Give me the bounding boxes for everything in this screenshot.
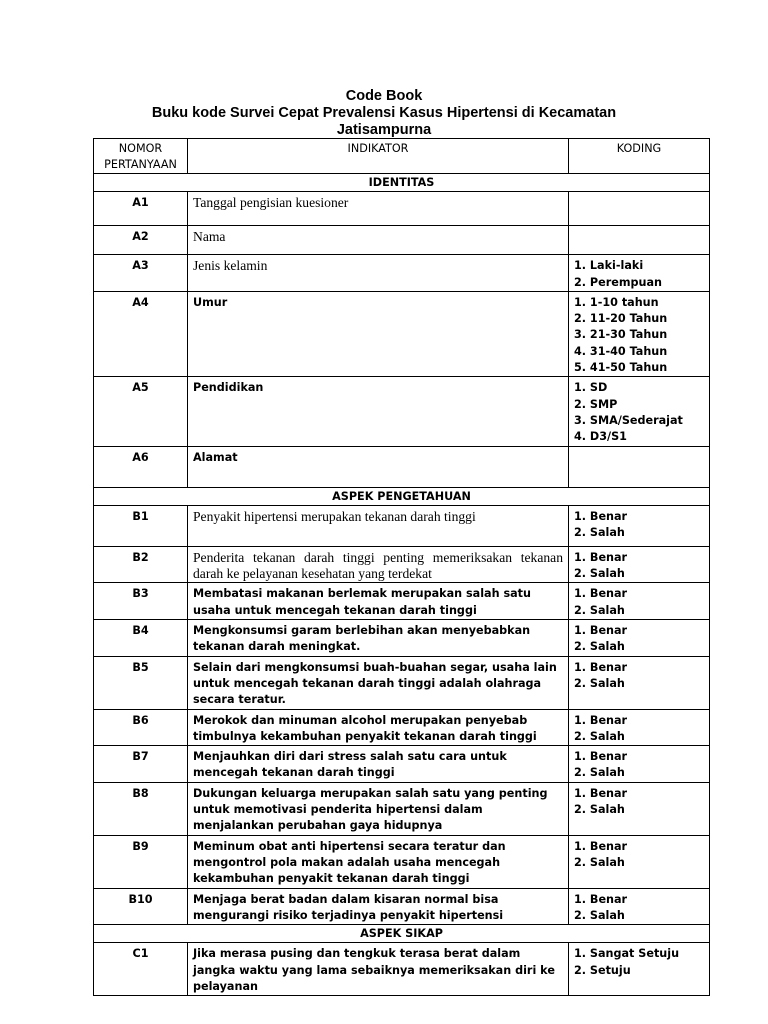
document-subtitle-line-2: Jatisampurna — [336, 122, 432, 138]
header-koding: KODING — [569, 139, 710, 174]
header-nomor-line-2: PERTANYAAN — [104, 158, 177, 171]
koding-option: 1. 1-10 tahun — [574, 295, 659, 309]
table-row — [94, 746, 710, 783]
koding-option: 1. Benar — [574, 509, 628, 523]
indikator-text: Jenis kelamin — [188, 255, 569, 292]
koding-cell — [569, 583, 710, 620]
question-number: A5 — [94, 377, 188, 446]
indikator-text: Merokok dan minuman alcohol merupakan penyebab timbulnya kekambuhan penyakit tekanan darah tinggi — [188, 709, 569, 746]
koding-option: 1. Benar — [574, 587, 628, 601]
koding-option: 5. 41-50 Tahun — [574, 361, 668, 375]
koding-cell — [569, 746, 710, 783]
koding-option: 1. Benar — [574, 550, 628, 564]
koding-option: 1. Benar — [574, 660, 628, 674]
koding-option: 1. Sangat Setuju — [574, 947, 680, 961]
koding-option: 1. Benar — [574, 624, 628, 638]
code-book-table — [93, 138, 710, 996]
section-label: IDENTITAS — [94, 174, 710, 192]
indikator-text: Meminum obat anti hipertensi secara teratur dan mengontrol pola makan adalah usaha mencegah kekambuhan penyakit tekanan darah tinggi — [188, 835, 569, 888]
question-number: A6 — [94, 446, 188, 487]
koding-option: 1. Benar — [574, 713, 628, 727]
koding-option: 2. Salah — [574, 567, 625, 581]
koding-option: 3. 21-30 Tahun — [574, 328, 668, 342]
table-row — [94, 583, 710, 620]
indikator-text: Dukungan keluarga merupakan salah satu yang penting untuk memotivasi penderita hipertensi dalam menjalankan perubahan gaya hidupnya — [188, 782, 569, 835]
koding-cell — [569, 291, 710, 376]
question-number: B2 — [94, 546, 188, 583]
koding-option: 2. 11-20 Tahun — [574, 312, 668, 326]
indikator-text: Tanggal pengisian kuesioner — [188, 192, 569, 226]
table-row — [94, 192, 710, 226]
koding-option: 2. Salah — [574, 526, 625, 540]
header-nomor-line-1: NOMOR — [118, 142, 163, 155]
question-number: C1 — [94, 943, 188, 996]
indikator-text: Menjaga berat badan dalam kisaran normal bisa mengurangi risiko terjadinya penyakit hipertensi — [188, 888, 569, 925]
koding-cell — [569, 943, 710, 996]
koding-cell — [569, 709, 710, 746]
table-row — [94, 255, 710, 292]
document-subtitle-line-1: Buku kode Survei Cepat Prevalensi Kasus Hipertensi di Kecamatan — [151, 105, 617, 121]
question-number: B7 — [94, 746, 188, 783]
koding-option: 2. Salah — [574, 766, 625, 780]
indikator-text: Menjauhkan diri dari stress salah satu cara untuk mencegah tekanan darah tinggi — [188, 746, 569, 783]
koding-option: 1. Benar — [574, 892, 628, 906]
indikator-text: Nama — [188, 226, 569, 255]
indikator-text: Membatasi makanan berlemak merupakan salah satu usaha untuk mencegah tekanan darah tinggi — [188, 583, 569, 620]
koding-option: 4. 31-40 Tahun — [574, 344, 668, 358]
question-number: B9 — [94, 835, 188, 888]
koding-cell — [569, 546, 710, 583]
koding-cell — [569, 835, 710, 888]
koding-cell — [569, 505, 710, 546]
table-header-row — [94, 139, 710, 174]
table-row — [94, 291, 710, 376]
question-number: B4 — [94, 620, 188, 657]
koding-option: 1. Benar — [574, 786, 628, 800]
header-indikator: INDIKATOR — [188, 139, 569, 174]
table-row — [94, 226, 710, 255]
table-row — [94, 656, 710, 709]
koding-cell — [569, 888, 710, 925]
koding-option: 2. Perempuan — [574, 275, 662, 289]
question-number: A1 — [94, 192, 188, 226]
koding-cell — [569, 192, 710, 226]
koding-cell — [569, 255, 710, 292]
indikator-text: Penyakit hipertensi merupakan tekanan darah tinggi — [188, 505, 569, 546]
question-number: A2 — [94, 226, 188, 255]
indikator-text: Mengkonsumsi garam berlebihan akan menyebabkan tekanan darah meningkat. — [188, 620, 569, 657]
koding-option: 2. Salah — [574, 640, 625, 654]
document-title: Code Book — [345, 88, 423, 104]
koding-option: 2. Salah — [574, 729, 625, 743]
question-number: B6 — [94, 709, 188, 746]
koding-option: 2. Salah — [574, 803, 625, 817]
indikator-text: Penderita tekanan darah tinggi penting memeriksakan tekanan darah ke pelayanan kesehatan yang terdekat — [188, 546, 569, 583]
table-row — [94, 709, 710, 746]
table-row — [94, 782, 710, 835]
table-row — [94, 546, 710, 583]
koding-option: 3. SMA/Sederajat — [574, 413, 683, 427]
section-label: ASPEK SIKAP — [94, 925, 710, 943]
indikator-text: Umur — [188, 291, 569, 376]
koding-cell — [569, 226, 710, 255]
koding-option: 4. D3/S1 — [574, 430, 627, 444]
table-row — [94, 505, 710, 546]
koding-option: 2. Salah — [574, 855, 625, 869]
header-nomor-pertanyaan — [94, 139, 188, 174]
koding-option: 2. Salah — [574, 908, 625, 922]
section-row — [94, 487, 710, 505]
section-row — [94, 925, 710, 943]
section-label: ASPEK PENGETAHUAN — [94, 487, 710, 505]
table-row — [94, 835, 710, 888]
table-body — [94, 174, 710, 996]
question-number: B10 — [94, 888, 188, 925]
koding-cell — [569, 446, 710, 487]
koding-option: 1. Benar — [574, 839, 628, 853]
koding-option: 2. Setuju — [574, 963, 631, 977]
koding-option: 1. Benar — [574, 750, 628, 764]
question-number: A4 — [94, 291, 188, 376]
indikator-text: Alamat — [188, 446, 569, 487]
table-row — [94, 446, 710, 487]
indikator-text: Selain dari mengkonsumsi buah-buahan segar, usaha lain untuk mencegah tekanan darah tinggi adalah olahraga secara teratur. — [188, 656, 569, 709]
koding-option: 1. SD — [574, 381, 608, 395]
koding-cell — [569, 377, 710, 446]
koding-cell — [569, 620, 710, 657]
koding-cell — [569, 656, 710, 709]
question-number: B1 — [94, 505, 188, 546]
table-row — [94, 620, 710, 657]
koding-option: 2. SMP — [574, 397, 618, 411]
indikator-text: Pendidikan — [188, 377, 569, 446]
koding-option: 2. Salah — [574, 603, 625, 617]
question-number: B8 — [94, 782, 188, 835]
table-row — [94, 888, 710, 925]
question-number: B3 — [94, 583, 188, 620]
koding-option: 2. Salah — [574, 676, 625, 690]
table-row — [94, 377, 710, 446]
indikator-text: Jika merasa pusing dan tengkuk terasa berat dalam jangka waktu yang lama sebaiknya memeriksakan diri ke pelayanan — [188, 943, 569, 996]
koding-cell — [569, 782, 710, 835]
question-number: A3 — [94, 255, 188, 292]
koding-option: 1. Laki-laki — [574, 259, 644, 273]
section-row — [94, 174, 710, 192]
table-row — [94, 943, 710, 996]
question-number: B5 — [94, 656, 188, 709]
